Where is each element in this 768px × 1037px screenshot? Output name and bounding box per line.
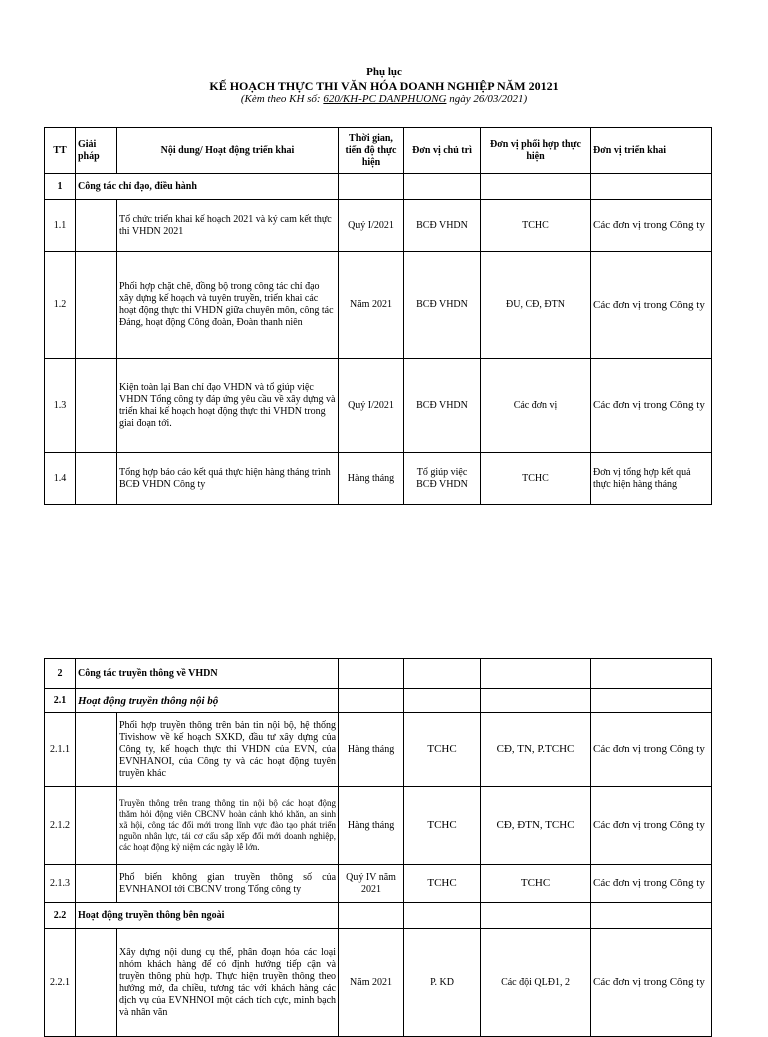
col-don-vi-chu-tri: Đơn vị chủ trì	[404, 128, 481, 174]
row-lead-unit: TCHC	[404, 713, 481, 787]
col-don-vi-trien-khai: Đơn vị triển khai	[591, 128, 712, 174]
row-content: Truyền thông trên trang thông tin nội bộ các hoạt động thăm hỏi động viên CBCNV hoàn cảnh khó khăn, an sinh xã hội, công tác đổi mới trong lĩnh vực đào tạo phát triển nguồn nhân lực, tái cơ cấu sắp xếp đổi mới doanh nghiệp, các hoạt động kỷ niệm các ngày lễ lớn.	[117, 787, 339, 865]
subsection-number: 2.1	[45, 689, 76, 713]
row-content: Phối hợp chặt chẽ, đồng bộ trong công tác chỉ đạo xây dựng kế hoạch và tuyên truyền, triển khai các hoạt động thực thi VHDN giữa chuyên môn, công tác Đảng, hoạt động Công đoàn, Đoàn thanh niên	[117, 252, 339, 359]
row-number: 1.2	[45, 252, 76, 359]
row-impl-unit: Các đơn vị trong Công ty	[591, 200, 712, 252]
row-coop-unit: CĐ, TN, P.TCHC	[481, 713, 591, 787]
col-thoi-gian: Thời gian, tiến độ thực hiện	[339, 128, 404, 174]
row-coop-unit: TCHC	[481, 200, 591, 252]
plan-table-2	[44, 658, 712, 1037]
section-row	[45, 174, 712, 200]
row-time: Quý I/2021	[339, 359, 404, 453]
row-impl-unit: Các đơn vị trong Công ty	[591, 252, 712, 359]
row-number: 2.1.1	[45, 713, 76, 787]
table-row	[45, 453, 712, 505]
row-impl-unit: Các đơn vị trong Công ty	[591, 359, 712, 453]
section-number: 2	[45, 659, 76, 689]
row-number: 1.3	[45, 359, 76, 453]
subsection-row	[45, 689, 712, 713]
table-row	[45, 787, 712, 865]
col-tt: TT	[45, 128, 76, 174]
row-impl-unit: Đơn vị tổng hợp kết quả thực hiện hàng tháng	[591, 453, 712, 505]
row-time: Hàng tháng	[339, 713, 404, 787]
row-impl-unit: Các đơn vị trong Công ty	[591, 929, 712, 1037]
row-coop-unit: Các đội QLĐ1, 2	[481, 929, 591, 1037]
document-subtitle	[0, 93, 768, 106]
row-coop-unit: Các đơn vị	[481, 359, 591, 453]
row-time: Quý IV năm 2021	[339, 865, 404, 903]
row-time: Hàng tháng	[339, 453, 404, 505]
row-coop-unit: TCHC	[481, 865, 591, 903]
table-row	[45, 252, 712, 359]
section-row	[45, 659, 712, 689]
row-content: Kiện toàn lại Ban chỉ đạo VHDN và tổ giúp việc VHDN Tổng công ty đáp ứng yêu cầu về xây dựng và triển khai kế hoạch hoạt động thực thi VHDN trong giai đoạn tới.	[117, 359, 339, 453]
plan-table-1	[44, 127, 712, 505]
row-number: 2.2.1	[45, 929, 76, 1037]
row-lead-unit: Tổ giúp việc BCĐ VHDN	[404, 453, 481, 505]
document-title: KẾ HOẠCH THỰC THI VĂN HÓA DOANH NGHIỆP NĂM 20121	[209, 79, 559, 93]
row-time: Hàng tháng	[339, 787, 404, 865]
subtitle-ref: 620/KH-PC DANPHUONG	[323, 93, 447, 105]
row-content: Tổ chức triển khai kế hoạch 2021 và ký cam kết thực thi VHDN 2021	[117, 200, 339, 252]
document-header	[0, 66, 768, 106]
row-coop-unit: ĐU, CĐ, ĐTN	[481, 252, 591, 359]
row-time: Quý I/2021	[339, 200, 404, 252]
col-don-vi-phoi-hop: Đơn vị phối hợp thực hiện	[481, 128, 591, 174]
row-impl-unit: Các đơn vị trong Công ty	[591, 713, 712, 787]
row-number: 1.4	[45, 453, 76, 505]
table-row	[45, 865, 712, 903]
appendix-label: Phụ lục	[366, 66, 402, 78]
row-number: 2.1.3	[45, 865, 76, 903]
row-impl-unit: Các đơn vị trong Công ty	[591, 787, 712, 865]
row-time: Năm 2021	[339, 252, 404, 359]
table-row	[45, 713, 712, 787]
table-row	[45, 929, 712, 1037]
row-lead-unit: BCĐ VHDN	[404, 252, 481, 359]
section-title: Công tác truyền thông về VHDN	[76, 659, 339, 689]
row-time: Năm 2021	[339, 929, 404, 1037]
section-number: 1	[45, 174, 76, 200]
row-lead-unit: BCĐ VHDN	[404, 359, 481, 453]
col-giai-phap: Giải pháp	[76, 128, 117, 174]
table-row	[45, 200, 712, 252]
row-number: 1.1	[45, 200, 76, 252]
col-noi-dung: Nội dung/ Hoạt động triển khai	[117, 128, 339, 174]
table-header-row	[45, 128, 712, 174]
row-content: Xây dựng nội dung cụ thể, phân đoạn hóa các loại nhóm khách hàng để có định hướng tiếp cận và truyền thông phù hợp. Thực hiện truyền thông theo hướng mở, đa chiều, tương tác với khách hàng các dịch vụ của EVNHNOI một cách tích cực, minh bạch và nhân văn	[117, 929, 339, 1037]
row-content: Tổng hợp báo cáo kết quả thực hiện hàng tháng trình BCĐ VHDN Công ty	[117, 453, 339, 505]
row-number: 2.1.2	[45, 787, 76, 865]
table-row	[45, 359, 712, 453]
subsection-title: Hoạt động truyền thông nội bộ	[76, 689, 339, 713]
subsection-number: 2.2	[45, 903, 76, 929]
subsection-row	[45, 903, 712, 929]
subtitle-suffix: ngày 26/03/2021)	[446, 93, 528, 105]
row-coop-unit: CĐ, ĐTN, TCHC	[481, 787, 591, 865]
subsection-title: Hoạt động truyền thông bên ngoài	[76, 903, 339, 929]
section-title: Công tác chỉ đạo, điều hành	[76, 174, 339, 200]
row-coop-unit: TCHC	[481, 453, 591, 505]
row-lead-unit: P. KD	[404, 929, 481, 1037]
subtitle-prefix: (Kèm theo KH số:	[240, 93, 324, 105]
row-lead-unit: TCHC	[404, 787, 481, 865]
row-lead-unit: TCHC	[404, 865, 481, 903]
row-impl-unit: Các đơn vị trong Công ty	[591, 865, 712, 903]
row-content: Phối hợp truyền thông trên bản tin nội bộ, hệ thống Tivishow về kế hoạch SXKD, đầu tư xây dựng của Công ty, kế hoạch thực thi VHDN của EVN, của EVNHANOI, của Công ty và các hoạt động tuyên truyền khác	[117, 713, 339, 787]
row-content: Phổ biến không gian truyền thông số của EVNHANOI tới CBCNV trong Tổng công ty	[117, 865, 339, 903]
row-lead-unit: BCĐ VHDN	[404, 200, 481, 252]
